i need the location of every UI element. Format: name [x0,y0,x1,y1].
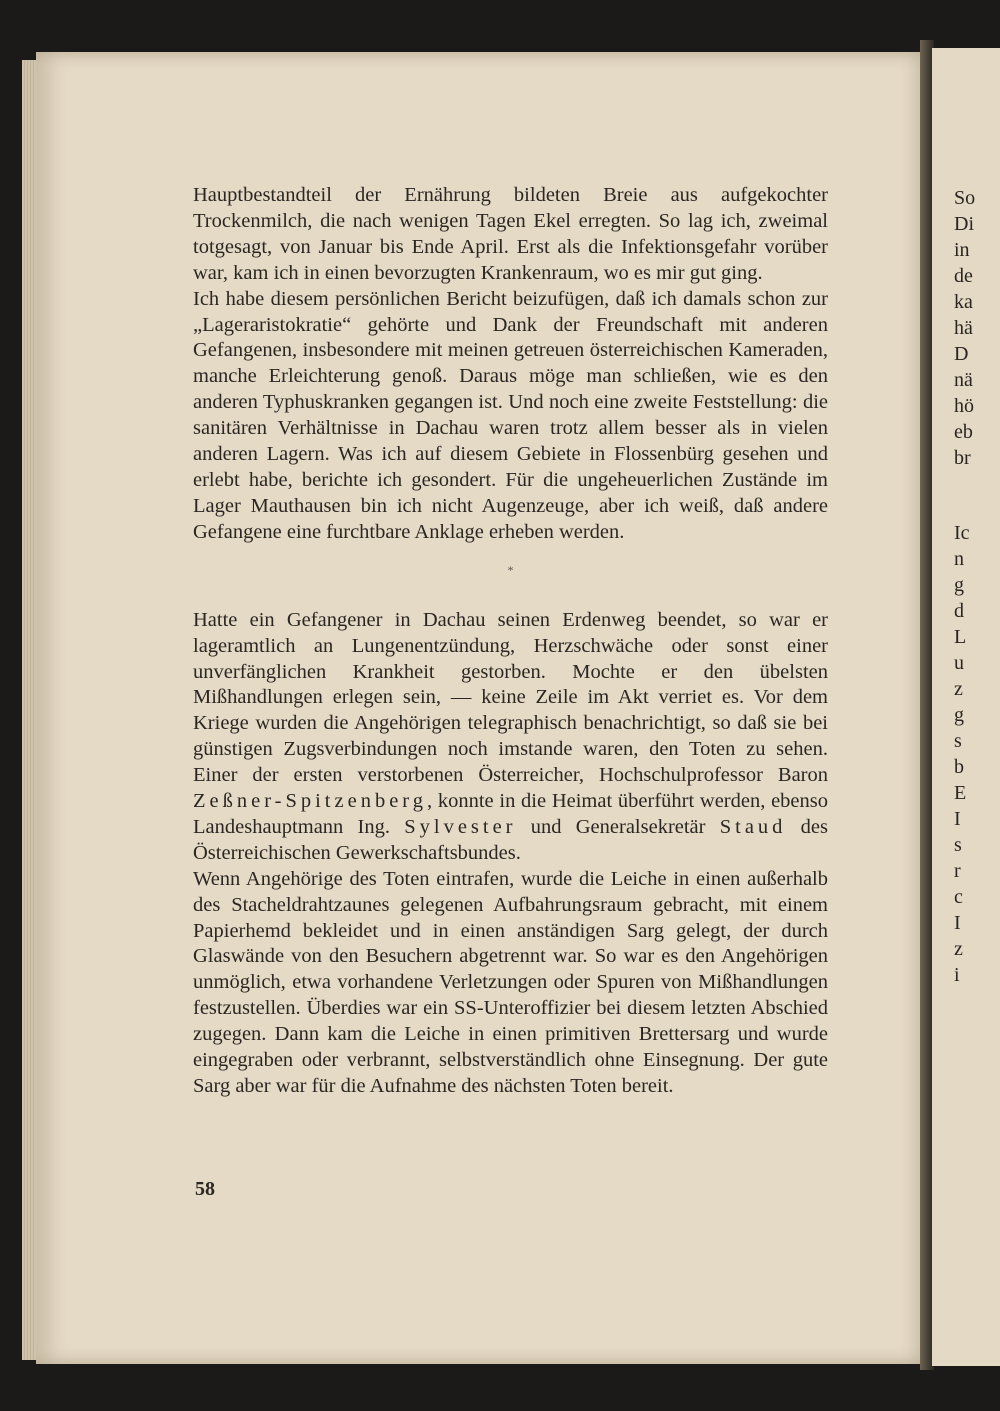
next-page-text: z [954,678,963,700]
section-separator: * [507,562,514,577]
paragraph: Ich habe diesem persönlichen Bericht beizufügen, daß ich damals schon zur „Lageraristokratie“ gehörte und Dank der Freundschaft mit anderen Gefangenen, insbesondere mit meinen getreuen österreichischen Kameraden, manche Erleichterung genoß. Daraus möge man schließen, wie es den anderen Typhuskranken gegangen ist. Und noch eine zweite Feststellung: die sanitären Verhältnisse in Dachau waren trotz allem besser als in vielen anderen Lagern. Was ich auf diesem Gebiete in Flossenbürg gesehen und erlebt habe, berichte ich gesondert. Für die ungeheuerlichen Zustände im Lager Mauthausen bin ich nicht Augenzeuge, aber ich weiß, daß andere Gefangene eine furchtbare Anklage erheben werden. [193,287,828,543]
body-text [193,183,828,1100]
next-page-text: z [954,938,963,960]
paragraph [193,608,828,867]
next-page-text: So [954,187,976,209]
next-page-text: E [954,782,967,804]
next-page-text: I [954,808,961,830]
person-name: Zeßner-Spitzenberg [193,790,428,813]
next-page-text: u [954,652,964,674]
next-page-text: c [954,886,963,908]
next-page-text: I [954,912,961,934]
page-number: 58 [195,1178,215,1200]
next-page-text: D [954,343,969,365]
next-page-text: br [954,447,971,469]
next-page-text: de [954,265,973,287]
person-name: Staud [719,815,787,838]
next-page-text: g [954,704,964,726]
paragraph: Wenn Angehörige des Toten eintrafen, wurde die Leiche in einen außerhalb des Stacheldrahtzaunes gelegenen Aufbahrungsraum gebracht, mit einem Papierhemd bekleidet und in einen anständigen Sarg gelegt, der durch Glaswände von den Besuchern abgetrennt war. So war es den Angehörigen unmöglich, etwa vorhandene Verletzungen oder Spuren von Mißhandlungen festzustellen. Überdies war ein SS-Unteroffizier bei diesem letzten Abschied zugegen. Dann kam die Leiche in einen primitiven Brettersarg und wurde eingegraben oder verbrannt, selbstverständlich ohne Einsegnung. Der gute Sarg aber war für die Aufnahme des nächsten Toten bereit. [193,867,828,1097]
next-page-text: Di [954,213,974,235]
next-page-text: s [954,834,962,856]
next-page-text: L [954,626,967,648]
next-page-text: hä [954,317,973,339]
next-page-text: Ic [954,522,970,544]
paragraph-text: , konnte in die Heimat überführt werden, ebenso Landeshauptmann Ing. [193,790,828,838]
paragraph-text: Hatte ein Gefangener in Dachau seinen Erdenweg beendet, so war er lageramtlich an Lungenentzündung, Herzschwäche oder sonst einer unverfänglichen Krankheit gestorben. Mochte er den übelsten Mißhandlungen erlegen sein, — keine Zeile im Akt verriet es. Vor dem Kriege wurden die Angehörigen telegraphisch benachrichtigt, so daß sie bei günstigen Zugsverbindungen noch imstande waren, den Toten zu sehen. Einer der ersten verstorbenen Österreicher, Hochschulprofessor Baron [193,608,828,787]
next-page-text: eb [954,421,973,443]
next-page-text: hö [954,395,974,417]
next-page-text: b [954,756,964,778]
paragraph-text: des Österreichischen Gewerkschaftsbundes. [193,815,829,864]
next-page-fragment [932,48,1000,1366]
paragraph: Hauptbestandteil der Ernährung bildeten Breie aus aufgekochter Trockenmilch, die nach wenigen Tagen Ekel erregten. So lag ich, zweimal totgesagt, von Januar bis Ende April. Erst als die Infektionsgefahr vorüber war, kam ich in einen bevorzugten Krankenraum, wo es mir gut ging. [193,184,828,284]
next-page-text: s [954,730,962,752]
next-page-text: g [954,574,964,596]
next-page-text: i [954,964,960,986]
next-page-text: in [954,239,970,261]
next-page-text: ka [954,291,973,313]
paragraph-text: und Generalsekretär [516,815,720,838]
person-name: Sylvester [404,815,517,838]
next-page-text: r [954,860,961,882]
next-page-text: nä [954,369,973,391]
next-page-text: n [954,548,964,570]
next-page-text: d [954,600,964,622]
